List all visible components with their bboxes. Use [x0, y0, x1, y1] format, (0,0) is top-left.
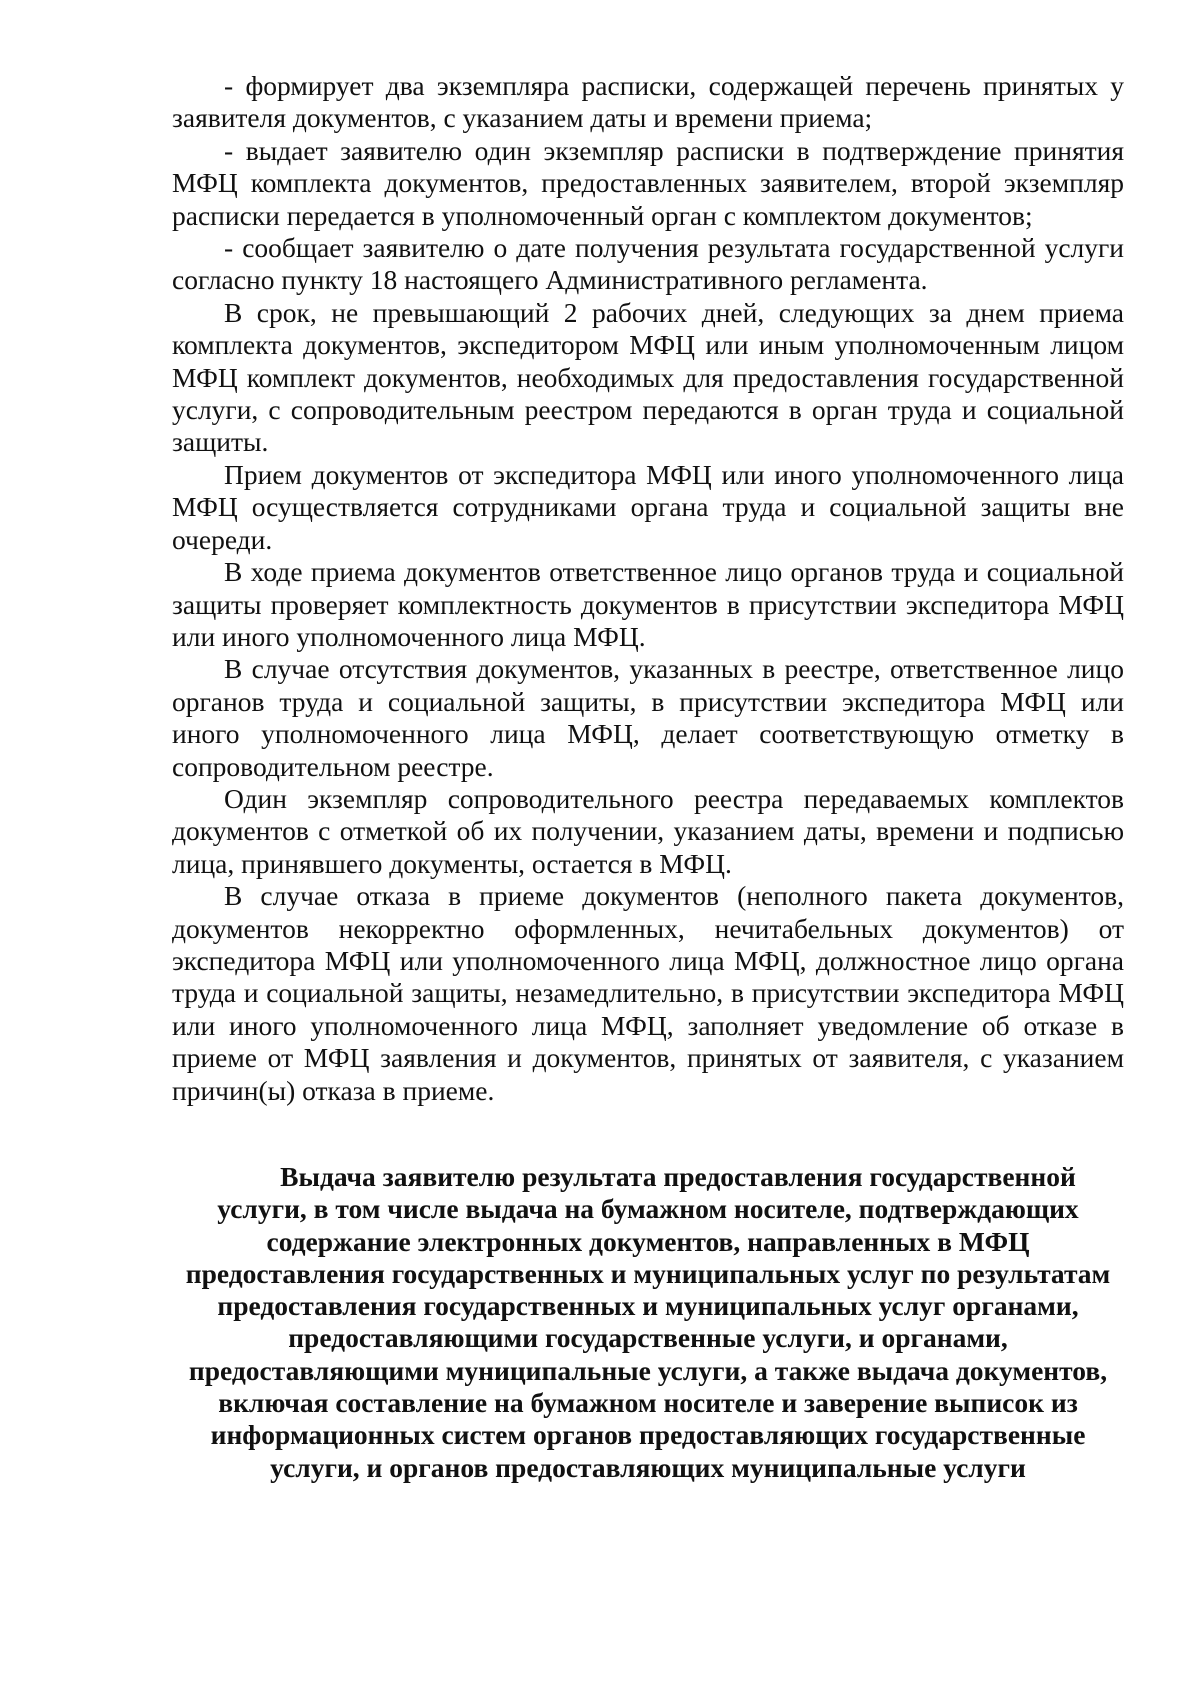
paragraph-receipt-issue: - выдает заявителю один экземпляр расписки в подтверждение принятия МФЦ комплекта документов, предоставленных заявителем, второй экземпляр расписки передается в уполномоченный орган с комплектом документов;	[172, 134, 1124, 231]
document-page	[172, 70, 1124, 1484]
paragraph-refusal: В случае отказа в приеме документов (неполного пакета документов, документов некорректно оформленных, нечитабельных документов) от экспедитора МФЦ или уполномоченного лица МФЦ, должностное лицо органа труда и социальной защиты, незамедлительно, в присутствии экспедитора МФЦ или иного уполномоченного лица МФЦ, заполняет уведомление об отказе в приеме от МФЦ заявления и документов, принятых от заявителя, с указанием причин(ы) отказа в приеме.	[172, 880, 1124, 1106]
paragraph-transfer-deadline: В срок, не превышающий 2 рабочих дней, следующих за днем приема комплекта документов, экспедитором МФЦ или иным уполномоченным лицом МФЦ комплект документов, необходимых для предоставления государственной услуги, с сопроводительным реестром передаются в орган труда и социальной защиты.	[172, 296, 1124, 458]
paragraph-result-date: - сообщает заявителю о дате получения результата государственной услуги согласно пункту 18 настоящего Административного регламента.	[172, 232, 1124, 296]
section-heading: Выдача заявителю результата предоставления государственной услуги, в том числе выдача на бумажном носителе, подтверждающих содержание электронных документов, направленных в МФЦ предоставления государственных и муниципальных услуг по результатам предоставления государственных и муниципальных услуг органами, предоставляющими государственные услуги, и органами, предоставляющими муниципальные услуги, а также выдача документов, включая составление на бумажном носителе и заверение выписок из информационных систем органов предоставляющих государственные услуги, и органов предоставляющих муниципальные услуги	[185, 1161, 1111, 1483]
paragraph-registry-copy: Один экземпляр сопроводительного реестра передаваемых комплектов документов с отметкой об их получении, указанием даты, времени и подписью лица, принявшего документы, остается в МФЦ.	[172, 782, 1124, 879]
paragraph-receipt-copies: - формирует два экземпляра расписки, содержащей перечень принятых у заявителя документов, с указанием даты и времени приема;	[172, 70, 1124, 134]
paragraph-missing-documents: В случае отсутствия документов, указанных в реестре, ответственное лицо органов труда и социальной защиты, в присутствии экспедитора МФЦ или иного уполномоченного лица МФЦ, делает соответствующую отметку в сопроводительном реестре.	[172, 653, 1124, 782]
paragraph-reception-order: Прием документов от экспедитора МФЦ или иного уполномоченного лица МФЦ осуществляется сотрудниками органа труда и социальной защиты вне очереди.	[172, 458, 1124, 555]
paragraph-completeness-check: В ходе приема документов ответственное лицо органов труда и социальной защиты проверяет комплектность документов в присутствии экспедитора МФЦ или иного уполномоченного лица МФЦ.	[172, 556, 1124, 652]
